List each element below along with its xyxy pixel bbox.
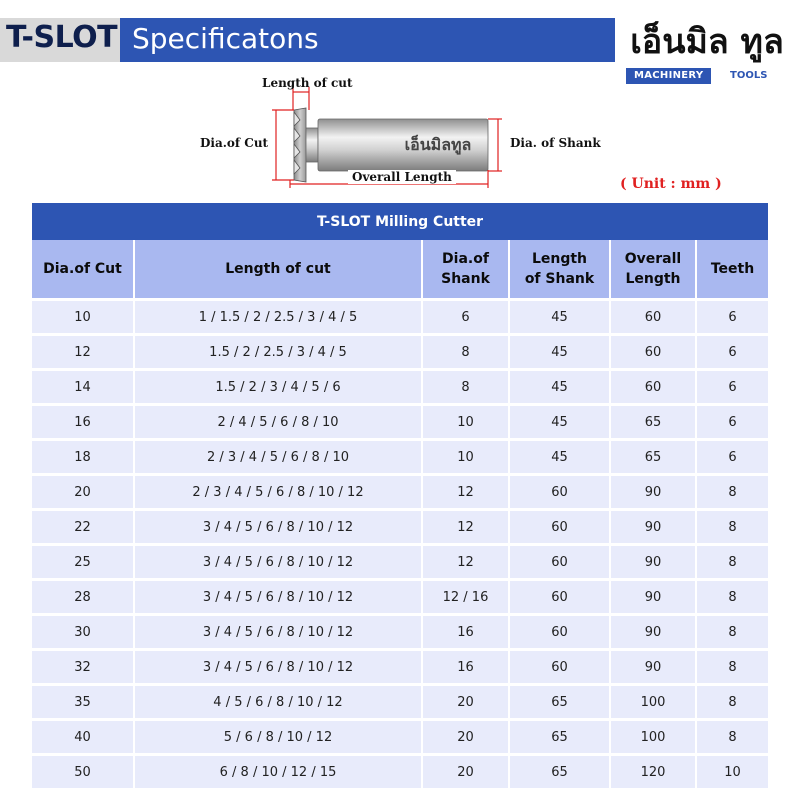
table-row [32,718,768,753]
cell-teeth: 10 [695,753,768,788]
cell-length-of-shank: 45 [508,438,609,473]
cell-overall-length: 65 [609,438,695,473]
cell-length-of-cut: 5 / 6 / 8 / 10 / 12 [133,718,421,753]
cell-length-of-shank: 60 [508,578,609,613]
table-row [32,753,768,788]
cell-length-of-cut: 1.5 / 2 / 3 / 4 / 5 / 6 [133,368,421,403]
cell-dia-of-cut: 28 [32,578,133,613]
cell-dia-of-cut: 16 [32,403,133,438]
cell-dia-of-shank: 20 [421,683,508,718]
cell-dia-of-shank: 20 [421,718,508,753]
cell-teeth: 6 [695,333,768,368]
cell-teeth: 6 [695,368,768,403]
cell-length-of-cut: 1.5 / 2 / 2.5 / 3 / 4 / 5 [133,333,421,368]
table-row [32,543,768,578]
table-title-row [32,203,768,240]
label-dia-of-cut: Dia.of Cut [200,136,269,150]
cell-dia-of-cut: 25 [32,543,133,578]
cell-overall-length: 90 [609,543,695,578]
cutter-diagram [190,70,610,190]
cell-dia-of-cut: 14 [32,368,133,403]
cell-length-of-shank: 45 [508,368,609,403]
cell-dia-of-shank: 12 / 16 [421,578,508,613]
cell-length-of-shank: 60 [508,473,609,508]
cell-length-of-cut: 4 / 5 / 6 / 8 / 10 / 12 [133,683,421,718]
table-row [32,508,768,543]
cell-overall-length: 90 [609,613,695,648]
cell-length-of-shank: 45 [508,403,609,438]
cell-length-of-cut: 6 / 8 / 10 / 12 / 15 [133,753,421,788]
cell-teeth: 8 [695,543,768,578]
cell-length-of-shank: 60 [508,648,609,683]
brand-logo-tagline [626,68,786,84]
table-header-row [32,240,768,298]
cell-length-of-shank: 60 [508,613,609,648]
label-length-of-cut: Length of cut [262,76,353,90]
shank-marking: เอ็นมิลทูล [404,135,472,154]
cell-dia-of-shank: 20 [421,753,508,788]
cell-teeth: 8 [695,578,768,613]
cell-length-of-shank: 65 [508,753,609,788]
cell-teeth: 8 [695,613,768,648]
table-row [32,683,768,718]
cell-overall-length: 90 [609,508,695,543]
unit-note: ( Unit : mm ) [620,176,722,192]
cell-length-of-shank: 60 [508,508,609,543]
table-row [32,578,768,613]
col-header-length-of-cut: Length of cut [133,240,421,298]
col-header-dia-of-shank: Dia.of Shank [421,240,508,298]
cell-length-of-shank: 60 [508,543,609,578]
cell-dia-of-shank: 8 [421,333,508,368]
brand-logo-thai: เอ็นมิล ทูล [630,22,784,62]
label-dia-of-shank: Dia. of Shank [510,136,601,150]
cell-length-of-shank: 45 [508,333,609,368]
table-row [32,333,768,368]
cell-dia-of-cut: 40 [32,718,133,753]
cell-dia-of-shank: 12 [421,473,508,508]
cell-dia-of-cut: 10 [32,298,133,333]
cell-teeth: 8 [695,648,768,683]
cutter-neck [306,128,318,162]
col-header-length-of-shank: Length of Shank [508,240,609,298]
table-row [32,298,768,333]
cell-length-of-cut: 3 / 4 / 5 / 6 / 8 / 10 / 12 [133,613,421,648]
table-body [32,298,768,788]
cell-length-of-cut: 2 / 3 / 4 / 5 / 6 / 8 / 10 / 12 [133,473,421,508]
cell-teeth: 8 [695,508,768,543]
cell-teeth: 8 [695,683,768,718]
table-row [32,473,768,508]
cell-overall-length: 65 [609,403,695,438]
cell-overall-length: 120 [609,753,695,788]
cell-length-of-cut: 3 / 4 / 5 / 6 / 8 / 10 / 12 [133,648,421,683]
cell-length-of-cut: 2 / 3 / 4 / 5 / 6 / 8 / 10 [133,438,421,473]
cell-overall-length: 100 [609,718,695,753]
cell-dia-of-cut: 18 [32,438,133,473]
brand-word-machinery: MACHINERY [626,68,711,84]
cell-dia-of-shank: 8 [421,368,508,403]
table-row [32,368,768,403]
brand-word-tools: TOOLS [730,70,768,81]
spec-table [32,203,768,788]
cell-dia-of-cut: 32 [32,648,133,683]
cell-dia-of-cut: 12 [32,333,133,368]
cell-length-of-shank: 45 [508,298,609,333]
cell-length-of-cut: 1 / 1.5 / 2 / 2.5 / 3 / 4 / 5 [133,298,421,333]
cell-overall-length: 90 [609,473,695,508]
badge-text: T-SLOT [6,20,118,55]
cell-dia-of-cut: 35 [32,683,133,718]
badge-tslot [0,18,120,62]
label-overall-length: Overall Length [348,170,456,184]
cell-dia-of-cut: 22 [32,508,133,543]
page-title: Specificatons [132,22,319,55]
cell-dia-of-shank: 12 [421,508,508,543]
col-header-teeth: Teeth [695,240,768,298]
cell-length-of-cut: 3 / 4 / 5 / 6 / 8 / 10 / 12 [133,508,421,543]
col-header-dia-of-cut: Dia.of Cut [32,240,133,298]
table-row [32,613,768,648]
cell-dia-of-shank: 16 [421,613,508,648]
cell-dia-of-shank: 10 [421,438,508,473]
cell-overall-length: 60 [609,298,695,333]
cell-dia-of-cut: 50 [32,753,133,788]
cell-length-of-cut: 3 / 4 / 5 / 6 / 8 / 10 / 12 [133,543,421,578]
table-row [32,648,768,683]
table-row [32,403,768,438]
cell-teeth: 6 [695,403,768,438]
cell-overall-length: 60 [609,333,695,368]
cell-teeth: 6 [695,298,768,333]
table-row [32,438,768,473]
cell-length-of-cut: 2 / 4 / 5 / 6 / 8 / 10 [133,403,421,438]
cell-teeth: 6 [695,438,768,473]
cell-teeth: 8 [695,718,768,753]
cell-length-of-cut: 3 / 4 / 5 / 6 / 8 / 10 / 12 [133,578,421,613]
cell-overall-length: 90 [609,578,695,613]
table-title: T-SLOT Milling Cutter [32,203,768,240]
cell-overall-length: 60 [609,368,695,403]
cell-teeth: 8 [695,473,768,508]
cell-length-of-shank: 65 [508,718,609,753]
title-band [120,18,615,62]
cell-dia-of-shank: 10 [421,403,508,438]
spec-table-wrapper [32,203,768,788]
cell-dia-of-shank: 6 [421,298,508,333]
cell-dia-of-shank: 12 [421,543,508,578]
cell-overall-length: 90 [609,648,695,683]
cell-length-of-shank: 65 [508,683,609,718]
cell-dia-of-cut: 20 [32,473,133,508]
col-header-overall-length: Overall Length [609,240,695,298]
cell-dia-of-shank: 16 [421,648,508,683]
cell-overall-length: 100 [609,683,695,718]
cell-dia-of-cut: 30 [32,613,133,648]
